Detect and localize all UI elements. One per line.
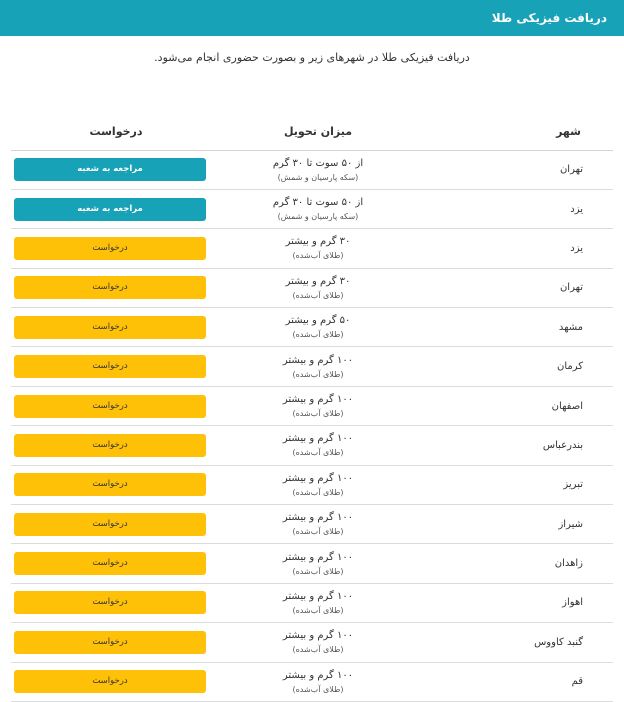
page-title: دریافت فیزیکی طلا: [491, 11, 607, 25]
action-cell: [11, 426, 213, 465]
amount-text: ۳۰ گرم و بیشتر: [285, 275, 351, 287]
action-cell: [11, 229, 213, 268]
amount-note: (طلای آب‌شده): [292, 409, 344, 419]
amount-note: (طلای آب‌شده): [292, 684, 344, 694]
table-row: [11, 583, 613, 622]
amount-cell: [213, 662, 423, 701]
table-row: [11, 505, 613, 544]
amount-note: (سکه پارسیان و شمش): [277, 172, 359, 182]
action-cell: [11, 308, 213, 347]
action-cell: [11, 662, 213, 701]
amount-cell: [213, 465, 423, 504]
city-cell: تبریز: [423, 465, 613, 504]
request-button[interactable]: درخواست: [14, 552, 206, 575]
request-button[interactable]: درخواست: [14, 395, 206, 418]
action-cell: [11, 386, 213, 425]
amount-text: ۱۰۰ گرم و بیشتر: [282, 630, 354, 642]
amount-cell: [213, 308, 423, 347]
city-cell: اهواز: [423, 583, 613, 622]
amount-text: از ۵۰ سوت تا ۳۰ گرم: [272, 197, 364, 209]
amount-text: از ۵۰ سوت تا ۳۰ گرم: [272, 157, 364, 169]
amount-note: (طلای آب‌شده): [292, 527, 344, 537]
amount-text: ۵۰ گرم و بیشتر: [285, 315, 351, 327]
request-button[interactable]: درخواست: [14, 316, 206, 339]
table-row: [11, 150, 613, 189]
amount-note: (طلای آب‌شده): [292, 487, 344, 497]
amount-cell: [213, 229, 423, 268]
request-button[interactable]: درخواست: [14, 237, 206, 260]
amount-cell: [213, 347, 423, 386]
amount-text: ۱۰۰ گرم و بیشتر: [282, 354, 354, 366]
city-cell: مشهد: [423, 308, 613, 347]
table-row: [11, 189, 613, 228]
city-cell: زاهدان: [423, 544, 613, 583]
table-row: [11, 623, 613, 662]
delivery-table: [11, 114, 613, 702]
amount-note: (سکه پارسیان و شمش): [277, 212, 359, 222]
request-button[interactable]: درخواست: [14, 513, 206, 536]
city-cell: یزد: [423, 229, 613, 268]
table-row: [11, 229, 613, 268]
table-row: [11, 308, 613, 347]
action-cell: [11, 544, 213, 583]
amount-text: ۱۰۰ گرم و بیشتر: [282, 394, 354, 406]
page-header: [0, 0, 624, 36]
amount-text: ۱۰۰ گرم و بیشتر: [282, 590, 354, 602]
request-button[interactable]: درخواست: [14, 473, 206, 496]
request-button[interactable]: درخواست: [14, 434, 206, 457]
amount-cell: [213, 505, 423, 544]
request-button[interactable]: درخواست: [14, 670, 206, 693]
action-cell: [11, 465, 213, 504]
table-row: [11, 662, 613, 701]
amount-note: (طلای آب‌شده): [292, 566, 344, 576]
table-row: [11, 268, 613, 307]
amount-note: (طلای آب‌شده): [292, 605, 344, 615]
amount-cell: [213, 189, 423, 228]
table-row: [11, 465, 613, 504]
action-cell: [11, 583, 213, 622]
column-header-city: شهر: [423, 114, 613, 150]
amount-text: ۱۰۰ گرم و بیشتر: [282, 512, 354, 524]
table-header-row: [11, 114, 613, 150]
city-cell: تهران: [423, 268, 613, 307]
amount-cell: [213, 583, 423, 622]
city-cell: یزد: [423, 189, 613, 228]
amount-text: ۱۰۰ گرم و بیشتر: [282, 551, 354, 563]
visit-branch-button[interactable]: مراجعه به شعبه: [14, 158, 206, 181]
amount-text: ۱۰۰ گرم و بیشتر: [282, 433, 354, 445]
action-cell: [11, 347, 213, 386]
table-row: [11, 347, 613, 386]
table-row: [11, 386, 613, 425]
intro-text: دریافت فیزیکی طلا در شهرهای زیر و بصورت حضوری انجام می‌شود.: [154, 51, 470, 64]
action-cell: [11, 268, 213, 307]
amount-note: (طلای آب‌شده): [292, 251, 344, 261]
request-button[interactable]: درخواست: [14, 276, 206, 299]
request-button[interactable]: درخواست: [14, 591, 206, 614]
amount-cell: [213, 623, 423, 662]
amount-note: (طلای آب‌شده): [292, 369, 344, 379]
amount-cell: [213, 386, 423, 425]
city-cell: قم: [423, 662, 613, 701]
amount-text: ۱۰۰ گرم و بیشتر: [282, 472, 354, 484]
action-cell: [11, 189, 213, 228]
amount-note: (طلای آب‌شده): [292, 645, 344, 655]
city-cell: بندرعباس: [423, 426, 613, 465]
action-cell: [11, 150, 213, 189]
column-header-amount: میزان تحویل: [213, 114, 423, 150]
city-cell: شیراز: [423, 505, 613, 544]
city-cell: کرمان: [423, 347, 613, 386]
amount-cell: [213, 268, 423, 307]
amount-note: (طلای آب‌شده): [292, 290, 344, 300]
request-button[interactable]: درخواست: [14, 355, 206, 378]
column-header-action: درخواست: [11, 114, 213, 150]
amount-note: (طلای آب‌شده): [292, 330, 344, 340]
amount-cell: [213, 150, 423, 189]
request-button[interactable]: درخواست: [14, 631, 206, 654]
table-row: [11, 426, 613, 465]
action-cell: [11, 623, 213, 662]
visit-branch-button[interactable]: مراجعه به شعبه: [14, 198, 206, 221]
amount-text: ۱۰۰ گرم و بیشتر: [282, 669, 354, 681]
action-cell: [11, 505, 213, 544]
city-cell: اصفهان: [423, 386, 613, 425]
amount-cell: [213, 544, 423, 583]
table-row: [11, 544, 613, 583]
amount-text: ۳۰ گرم و بیشتر: [285, 236, 351, 248]
city-cell: گنبد کاووس: [423, 623, 613, 662]
amount-note: (طلای آب‌شده): [292, 448, 344, 458]
amount-cell: [213, 426, 423, 465]
city-cell: تهران: [423, 150, 613, 189]
